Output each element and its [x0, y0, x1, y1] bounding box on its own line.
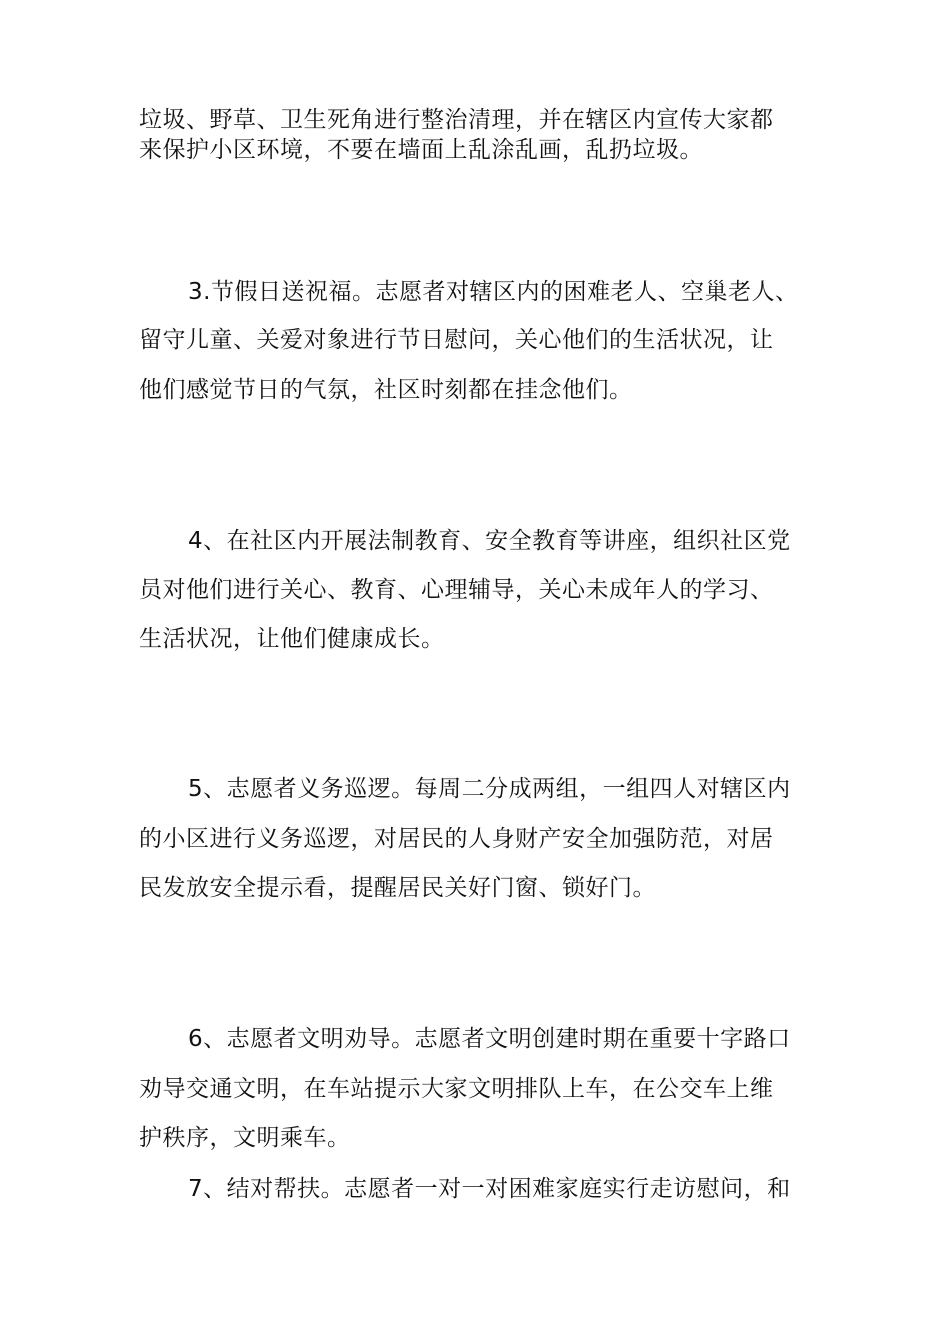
paragraph-4-line-1: 4、在社区内开展法制教育、安全教育等讲座，组织社区党 [188, 528, 791, 554]
paragraph-6-line-3: 护秩序，文明乘车。 [139, 1125, 351, 1151]
paragraph-5-line-2: 的小区进行义务巡逻，对居民的人身财产安全加强防范，对居 [139, 826, 774, 852]
paragraph-5-line-3: 民发放安全提示看，提醒居民关好门窗、锁好门。 [139, 875, 656, 901]
paragraph-2-line-2: 来保护小区环境，不要在墙面上乱涂乱画，乱扔垃圾。 [139, 137, 703, 163]
paragraph-3-line-1: 3.节假日送祝福。志愿者对辖区内的困难老人、空巢老人、 [188, 279, 799, 305]
paragraph-3-line-2: 留守儿童、关爱对象进行节日慰问，关心他们的生活状况，让 [139, 327, 774, 353]
paragraph-6-line-2: 劝导交通文明，在车站提示大家文明排队上车，在公交车上维 [139, 1076, 774, 1102]
paragraph-6-line-1: 6、志愿者文明劝导。志愿者文明创建时期在重要十字路口 [188, 1026, 791, 1052]
paragraph-4-line-2: 员对他们进行关心、教育、心理辅导，关心未成年人的学习、 [139, 577, 774, 603]
paragraph-3-line-3: 他们感觉节日的气氛，社区时刻都在挂念他们。 [139, 377, 633, 403]
paragraph-2-line-1: 垃圾、野草、卫生死角进行整治清理，并在辖区内宣传大家都 [139, 107, 774, 133]
paragraph-5-line-1: 5、志愿者义务巡逻。每周二分成两组，一组四人对辖区内 [188, 776, 791, 802]
paragraph-7-line-1: 7、结对帮扶。志愿者一对一对困难家庭实行走访慰问，和 [188, 1176, 791, 1202]
paragraph-4-line-3: 生活状况，让他们健康成长。 [139, 626, 445, 652]
